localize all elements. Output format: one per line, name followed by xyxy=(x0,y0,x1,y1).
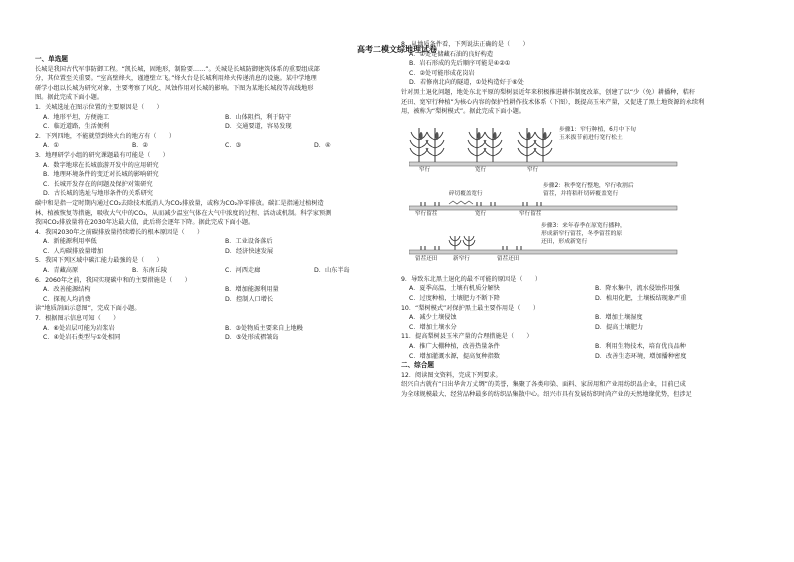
option: D．控制人口增长 xyxy=(225,295,274,303)
option: D．古长城的选址与地形条件的关系研究 xyxy=(43,190,153,198)
option: D．④ xyxy=(314,142,331,150)
q1-options xyxy=(35,113,391,132)
question-5: 5．我国下列区域中碳汇能力最強的是（ ） xyxy=(35,257,163,265)
option: A．新能源利用率低 xyxy=(43,238,97,246)
row-label: 留茬还田 xyxy=(497,255,520,262)
option: A．数字地球在长城旅游开发中的应用研究 xyxy=(43,161,159,169)
option: C．④处岩石类型与①处相同 xyxy=(43,334,121,342)
soil-bar xyxy=(409,206,677,210)
passage-line: 长城是我国古代军事防御工程。“凯长城，固地形，制险要……”。关城是长城防御建筑体系的重要组成部 xyxy=(35,65,320,73)
straw-label: 碎切覆盖宽行 xyxy=(449,190,483,197)
q7-options xyxy=(35,324,391,343)
step-2-text: 步骤2：秋季宽行整地，窄行收割后 留茬，并将秸秆切碎覆盖宽行 xyxy=(543,182,634,197)
option: B．山体阻挡，利于防守 xyxy=(225,113,292,121)
question-8: 8．从地质条件看，下列说法正确的是（ ） xyxy=(401,41,529,48)
passage-line: 研学小组以长城为研究对象，主要考察了风化、风蚀作用对长城的影响。下图为某地长城段等高线地形 xyxy=(35,84,314,92)
soil-bar xyxy=(409,162,677,166)
question-7: 7．根据图示信息可知（ ） xyxy=(35,315,120,323)
passage-line: 读“地质剖面示意图”，完成下面小题。 xyxy=(35,305,141,313)
option: B．东南丘陵 xyxy=(132,267,168,275)
left-column xyxy=(35,40,391,343)
row-label: 窄行留茬 xyxy=(519,210,542,217)
option: B．工业设备落后 xyxy=(225,238,273,246)
option: B．岩石形成的先后顺序可能是④②① xyxy=(409,60,511,68)
option: B．③处物质主要来自上地幔 xyxy=(225,324,303,332)
option: A．⑥处岩层可能为岩浆岩 xyxy=(43,324,115,332)
passage-line: 我国CO₂排放量将在2030年达最大值，此后将会逐年下降。据此完成下面小题。 xyxy=(35,219,255,227)
question-1: 1．关城选址在图示位置的主要原因是（ ） xyxy=(35,103,163,111)
q4-options xyxy=(35,237,391,256)
q11-options xyxy=(401,342,765,361)
option: B．地理环境条件的变迁对长城的影响研究 xyxy=(43,171,159,179)
option: C．过度种植，土壤肥力不断下降 xyxy=(409,294,500,302)
row-label: 宽行 xyxy=(475,166,487,173)
row-label: 窄行 xyxy=(527,166,539,173)
question-2: 2．下列四地，不能就望到烽火台的地方有（ ） xyxy=(35,132,176,140)
option: B．增加土壤湿度 xyxy=(595,314,643,322)
row-label: 新窄行 xyxy=(453,255,470,262)
passage-line: 林、植被恢复等措施，吸收大气中的CO₂，从而减少温室气体在大气中浓度的过程、活动或机制。科学家预测 xyxy=(35,209,332,217)
option: D．山东半岛 xyxy=(314,267,350,275)
option: D．提高土壤肥力 xyxy=(595,323,644,331)
question-11: 11．提高梨树县玉米产量的合理措施是（ ） xyxy=(401,333,533,341)
row-label: 留茬还田 xyxy=(415,255,438,262)
option: A．地形平坦，方便施工 xyxy=(43,113,110,121)
option: C．河西走廊 xyxy=(225,267,261,275)
passage-line: 针对黑土退化问题，地处东北平原的梨树县近年来积极推进耕作制度改革，创建了以“少（免）耕播种，秸秆 xyxy=(401,88,696,96)
option: B．降水集中，流水侵蚀作用强 xyxy=(595,285,680,293)
question-12: 12．阅读图文资料，完成下列要求。 xyxy=(401,371,502,379)
option: D．⑤处形成褶皱岛 xyxy=(225,334,279,342)
option: A．改善能源结构 xyxy=(43,286,91,294)
row-label: 窄行 xyxy=(419,166,431,173)
option: A．① xyxy=(43,142,59,150)
question-3: 3．地理研学小组的研究课题最有可能是（ ） xyxy=(35,151,169,159)
passage-line: 还田、宽窄行种植”为核心内容的保护性耕作技术体系（下图），既提高玉米产量，又促进了黑土地资源的永续利 xyxy=(401,98,705,106)
option: A．夏季高温，土壤有机质分解快 xyxy=(409,285,500,293)
row-label: 宽行 xyxy=(475,210,487,217)
passage-line: 为全球规模最大、经营品种最多的纺织品集散中心。绍兴市具有发展纺织时尚产业的天然地缘优势，但涉足 xyxy=(401,390,692,398)
option: D．植用化肥，土壤板结现象严重 xyxy=(595,294,687,302)
q2-options xyxy=(35,141,391,151)
step-3-text: 步骤3：来年春季在原宽行播种， 形成新窄行留茬，冬季留茬的原 还田，形成新宽行 xyxy=(541,222,626,245)
option: C．长城开发存在的问题及保护对策研究 xyxy=(43,180,153,188)
question-9: 9．导致东北黑土退化的最不可能的原因是（ ） xyxy=(401,275,542,283)
option: C．增加土壤水分 xyxy=(409,323,457,331)
option: C．③ xyxy=(225,142,242,150)
option: D．经济快速发展 xyxy=(225,247,274,255)
option: D．交通要道，容易发现 xyxy=(225,123,292,131)
option: C．临近道路，生活便利 xyxy=(43,123,110,131)
q9-options xyxy=(401,284,765,303)
straw-mulch xyxy=(449,201,473,204)
passage-line: 图。据此完成下面小题。 xyxy=(35,94,104,102)
right-column xyxy=(401,40,765,399)
option: B．利用生物技术，培育优良品种 xyxy=(595,342,686,350)
question-6: 6．2060年之前，我国实现碳中和的主要措施是（ ） xyxy=(35,276,191,284)
passage-line: 分，其位置至关重要。“室高壁烽火，谨遵壁立飞。”烽火台是长城利用烽火传递消息的设施。某中学地理 xyxy=(35,75,317,83)
row-label: 窄行留茬 xyxy=(415,210,438,217)
option: C．人均碳排放量增加 xyxy=(43,247,104,255)
farming-diagram xyxy=(409,120,679,272)
option: B．增加能源利用量 xyxy=(225,286,279,294)
exam-title: 高考二模文综地理试卷 xyxy=(357,45,437,54)
question-10: 10．“梨树模式”对保护黑土最主要作用是（ ） xyxy=(401,304,540,312)
option: A．青藏高原 xyxy=(43,267,79,275)
option: D．若修南北向的隧道，①处构造好于⑥处 xyxy=(409,79,524,87)
option: A．①处是储藏石油的良好构造 xyxy=(409,50,494,58)
passage-line: 碳中和是指一定时期内通过CO₂去除技术抵消人为CO₂排放量，或称为CO₂净零排放。碳汇是指通过植树造 xyxy=(35,199,324,207)
step-1-text: 步骤1：窄行种植，6月中下旬 玉米拔节前进行宽行松土 xyxy=(559,126,636,141)
section-heading: 一、单选题 xyxy=(35,55,68,63)
option: C．探视人均消费 xyxy=(43,295,91,303)
q6-options xyxy=(35,285,391,304)
section-heading: 二、综合题 xyxy=(401,361,434,370)
q10-options xyxy=(401,313,765,332)
passage-line: 用，被称为“梨树模式”。据此完成下面小题。 xyxy=(401,108,525,116)
passage-line: 绍兴自古就有“日出华舍万丈绸”的美誉，集聚了各类印染、面料、家居用和产业用纺织品企业，目前已成 xyxy=(401,381,686,389)
question-4: 4．我国2030年之前碳排放量持续增长的根本原因是（ ） xyxy=(35,228,204,236)
option: D．改善生态环境，增加播种密度 xyxy=(595,352,687,360)
option: A．推广大棚种植，改善热量条件 xyxy=(409,342,500,350)
option: C．增加灌溉水源，提高复种指数 xyxy=(409,352,500,360)
q5-options xyxy=(35,266,391,276)
option: B．② xyxy=(132,142,148,150)
option: C．②处可能形成花岗岩 xyxy=(409,69,475,77)
soil-bar xyxy=(409,250,677,254)
option: A．减少土壤侵蚀 xyxy=(409,314,457,322)
